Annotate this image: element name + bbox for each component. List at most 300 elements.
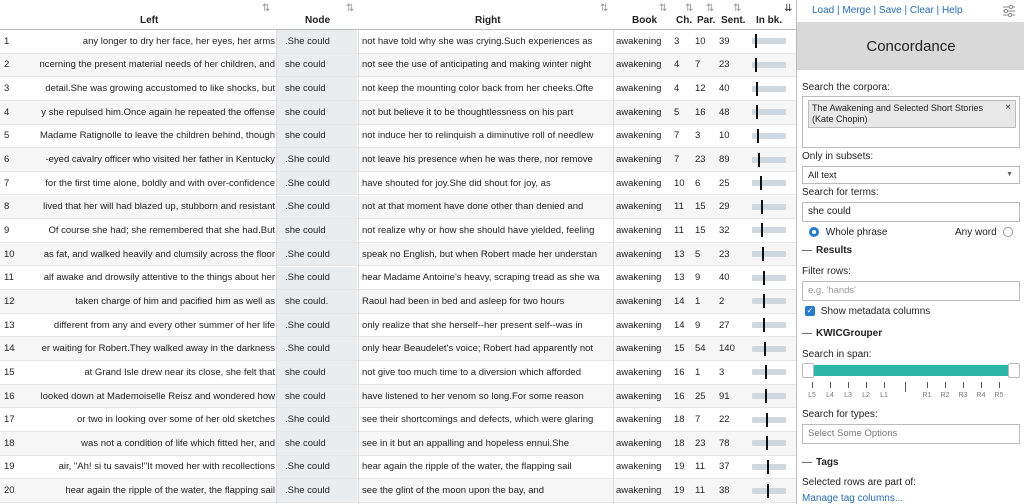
in-book-marker bbox=[756, 82, 758, 96]
left-context: or two in looking over some of her old sketches bbox=[76, 414, 275, 426]
book-cell: awakening bbox=[616, 437, 662, 449]
right-context: have listened to her venom so long.For some reason bbox=[362, 390, 584, 402]
chapter-cell: 16 bbox=[674, 390, 685, 402]
node-cell: .She could bbox=[277, 172, 357, 195]
whole-phrase-label: Whole phrase bbox=[825, 227, 888, 238]
whole-phrase-option[interactable] bbox=[809, 227, 887, 238]
filter-input[interactable]: e.g. 'hands' bbox=[802, 281, 1020, 301]
left-context: different from any and every other summer of her life bbox=[53, 319, 275, 331]
left-context: as fat, and walked heavily and clumsily across the floor bbox=[43, 248, 275, 260]
span-tick-label: L3 bbox=[844, 392, 852, 399]
top-links: Load | Merge | Save | Clear | Help bbox=[812, 5, 963, 16]
header-par[interactable]: Par. bbox=[697, 15, 716, 26]
in-book-cell bbox=[752, 54, 790, 77]
in-book-marker bbox=[766, 413, 768, 427]
left-context: Of course she had; she remembered that she had.But bbox=[48, 224, 275, 236]
book-cell: awakening bbox=[616, 461, 662, 473]
right-context: not leave his presence when he was there, nor remove bbox=[362, 154, 593, 166]
span-tick-label: R5 bbox=[994, 392, 1004, 399]
node-cell: she could bbox=[277, 101, 357, 124]
chapter-cell: 14 bbox=[674, 295, 685, 307]
paragraph-cell: 9 bbox=[695, 272, 701, 284]
span-ticks bbox=[807, 382, 1007, 402]
search-corpora-label: Search the corpora: bbox=[802, 82, 890, 93]
in-book-cell bbox=[752, 361, 790, 384]
table-header bbox=[0, 0, 796, 30]
node-cell: .She could bbox=[277, 267, 357, 290]
sliders-icon[interactable] bbox=[1002, 4, 1016, 18]
results-section[interactable]: — Results bbox=[802, 245, 852, 256]
paragraph-cell: 12 bbox=[695, 83, 706, 95]
paragraph-cell: 23 bbox=[695, 154, 706, 166]
right-context: speak no English, but when Robert made her understan bbox=[362, 248, 598, 260]
slider-handle-left[interactable] bbox=[802, 363, 814, 378]
span-tick bbox=[866, 382, 867, 388]
chevron-down-icon: ▼ bbox=[1006, 171, 1013, 178]
left-context: hear again the ripple of the water, the flapping sail bbox=[65, 485, 275, 497]
table-row[interactable] bbox=[0, 125, 796, 149]
right-context: not realize why or how she should have yielded, feeling bbox=[362, 224, 595, 236]
paragraph-cell: 10 bbox=[695, 35, 706, 47]
left-context: y she repulsed him.Once again he repeated the offense bbox=[41, 106, 275, 118]
in-book-marker bbox=[765, 389, 767, 403]
left-context: was not a condition of life which fitted her, and bbox=[81, 437, 275, 449]
chapter-cell: 7 bbox=[674, 130, 680, 142]
node-cell: .She could bbox=[277, 30, 357, 53]
span-tick bbox=[945, 382, 946, 388]
book-cell: awakening bbox=[616, 319, 662, 331]
row-number: 17 bbox=[4, 414, 15, 426]
right-context: not but believe it to be thoughtlessness on his part bbox=[362, 106, 574, 118]
sentence-cell: 23 bbox=[719, 248, 730, 260]
sort-left-icon[interactable]: ⇅ bbox=[262, 3, 271, 14]
node-cell: .She could bbox=[277, 314, 357, 337]
in-book-cell bbox=[752, 101, 790, 124]
left-context: air, "Ah! si tu savais!"It moved her with recollections bbox=[58, 461, 275, 473]
chapter-cell: 13 bbox=[674, 248, 685, 260]
paragraph-cell: 54 bbox=[695, 343, 706, 355]
chapter-cell: 11 bbox=[674, 224, 684, 236]
chapter-cell: 16 bbox=[674, 366, 685, 378]
in-book-cell bbox=[752, 196, 790, 219]
row-number: 4 bbox=[4, 106, 10, 118]
in-book-marker bbox=[755, 58, 757, 72]
node-cell: .She could bbox=[277, 196, 357, 219]
book-cell: awakening bbox=[616, 35, 662, 47]
table-row[interactable] bbox=[0, 361, 796, 385]
in-book-cell bbox=[752, 408, 790, 431]
selected-rows-label: Selected rows are part of: bbox=[802, 477, 916, 488]
header-inbk[interactable]: In bk. bbox=[756, 15, 783, 26]
types-select[interactable]: Select Some Options bbox=[802, 424, 1020, 444]
save-link[interactable]: Save bbox=[878, 5, 902, 16]
types-label: Search for types: bbox=[802, 409, 878, 420]
span-tick bbox=[999, 382, 1000, 388]
sentence-cell: 39 bbox=[719, 35, 730, 47]
table-row[interactable] bbox=[0, 479, 796, 503]
book-cell: awakening bbox=[616, 414, 662, 426]
node-cell: she could bbox=[277, 385, 357, 408]
chapter-cell: 4 bbox=[674, 59, 680, 71]
chapter-cell: 11 bbox=[674, 201, 684, 213]
node-cell: she could bbox=[277, 432, 357, 455]
right-context: not at that moment have done other than denied and bbox=[362, 201, 584, 213]
sort-ch-icon[interactable]: ⇅ bbox=[685, 3, 694, 14]
kwic-section[interactable]: — KWICGrouper bbox=[802, 328, 882, 339]
in-book-track bbox=[752, 275, 786, 281]
in-book-track bbox=[752, 157, 786, 163]
row-number: 13 bbox=[4, 319, 15, 331]
control-panel bbox=[796, 0, 1024, 504]
node-cell: she could bbox=[277, 361, 357, 384]
header-ch[interactable]: Ch. bbox=[676, 15, 693, 26]
panel-title: Concordance bbox=[797, 22, 1024, 70]
right-context: not induce her to relinquish a diminutive roll of needlew bbox=[362, 130, 594, 142]
slider-handle-right[interactable] bbox=[1008, 363, 1020, 378]
column-divider[interactable] bbox=[358, 30, 359, 504]
in-book-track bbox=[752, 298, 786, 304]
in-book-marker bbox=[762, 247, 764, 261]
in-book-track bbox=[752, 38, 786, 44]
paragraph-cell: 23 bbox=[695, 437, 706, 449]
in-book-track bbox=[752, 346, 786, 352]
node-cell: .She could bbox=[277, 479, 357, 502]
right-context: hear Madame Antoine's heavy, scraping tread as she wa bbox=[362, 272, 600, 284]
in-book-marker bbox=[767, 460, 769, 474]
sentence-cell: 10 bbox=[719, 130, 730, 142]
row-number: 10 bbox=[4, 248, 15, 260]
in-book-marker bbox=[758, 153, 760, 167]
span-tick-label: L4 bbox=[826, 392, 834, 399]
table-row[interactable] bbox=[0, 30, 796, 54]
manage-tags-link[interactable]: Manage tag columns... bbox=[802, 493, 904, 504]
chapter-cell: 14 bbox=[674, 319, 685, 331]
paragraph-cell: 15 bbox=[695, 224, 706, 236]
in-book-cell bbox=[752, 243, 790, 266]
sentence-cell: 37 bbox=[719, 461, 730, 473]
book-cell: awakening bbox=[616, 106, 662, 118]
in-book-marker bbox=[763, 294, 765, 308]
node-cell: .She could bbox=[277, 337, 357, 360]
book-cell: awakening bbox=[616, 485, 662, 497]
load-link[interactable]: Load bbox=[812, 5, 835, 16]
table-row[interactable] bbox=[0, 432, 796, 456]
tags-section[interactable]: — Tags bbox=[802, 457, 839, 468]
in-book-cell bbox=[752, 77, 790, 100]
node-cell: she could bbox=[277, 77, 357, 100]
span-tick-label: L1 bbox=[880, 392, 888, 399]
in-book-marker bbox=[757, 129, 759, 143]
in-book-marker bbox=[761, 223, 763, 237]
span-tick bbox=[981, 382, 982, 388]
span-label: Search in span: bbox=[802, 349, 872, 360]
table-row[interactable] bbox=[0, 267, 796, 291]
header-book[interactable]: Book bbox=[632, 15, 657, 26]
terms-input[interactable]: she could bbox=[802, 202, 1020, 222]
chapter-cell: 15 bbox=[674, 343, 685, 355]
header-sent[interactable]: Sent. bbox=[721, 15, 746, 26]
right-context: have shouted for joy.She did shout for joy, as bbox=[362, 177, 551, 189]
left-context: looked down at Mademoiselle Reisz and wondered how bbox=[40, 390, 275, 402]
span-tick bbox=[830, 382, 831, 388]
right-context: see in it but an appalling and hopeless ennui.She bbox=[362, 437, 570, 449]
column-divider[interactable] bbox=[276, 30, 277, 504]
in-book-cell bbox=[752, 30, 790, 53]
show-metadata-label: Show metadata columns bbox=[820, 306, 931, 317]
sentence-cell: 25 bbox=[719, 177, 730, 189]
terms-label: Search for terms: bbox=[802, 187, 879, 198]
in-book-marker bbox=[763, 318, 765, 332]
span-tick-label: R3 bbox=[958, 392, 968, 399]
table-row[interactable] bbox=[0, 148, 796, 172]
in-book-track bbox=[752, 464, 786, 470]
chapter-cell: 10 bbox=[674, 177, 685, 189]
book-cell: awakening bbox=[616, 177, 662, 189]
in-book-track bbox=[752, 417, 786, 423]
span-tick bbox=[884, 382, 885, 388]
book-cell: awakening bbox=[616, 272, 662, 284]
in-book-track bbox=[752, 393, 786, 399]
sort-node-icon[interactable]: ⇅ bbox=[346, 3, 355, 14]
in-book-marker bbox=[760, 176, 762, 190]
in-book-cell bbox=[752, 219, 790, 242]
corpus-tag bbox=[808, 100, 1016, 128]
right-context: not see the use of anticipating and making winter night bbox=[362, 59, 592, 71]
chapter-cell: 5 bbox=[674, 106, 680, 118]
book-cell: awakening bbox=[616, 59, 662, 71]
sort-par-icon[interactable]: ⇅ bbox=[706, 3, 715, 14]
subsets-dropdown[interactable] bbox=[802, 166, 1020, 184]
row-number: 3 bbox=[4, 83, 10, 95]
paragraph-cell: 25 bbox=[695, 390, 706, 402]
in-book-cell bbox=[752, 125, 790, 148]
paragraph-cell: 3 bbox=[695, 130, 701, 142]
table-row[interactable] bbox=[0, 196, 796, 220]
table-row[interactable] bbox=[0, 219, 796, 243]
sort-book-icon[interactable]: ⇅ bbox=[659, 3, 668, 14]
sentence-cell: 40 bbox=[719, 83, 730, 95]
sentence-cell: 48 bbox=[719, 106, 730, 118]
paragraph-cell: 7 bbox=[695, 59, 701, 71]
in-book-track bbox=[752, 369, 786, 375]
node-cell: .She could bbox=[277, 148, 357, 171]
span-center-tick bbox=[905, 382, 906, 392]
row-number: 15 bbox=[4, 366, 15, 378]
sentence-cell: 91 bbox=[719, 390, 730, 402]
in-book-cell bbox=[752, 314, 790, 337]
chapter-cell: 19 bbox=[674, 461, 685, 473]
paragraph-cell: 11 bbox=[695, 461, 705, 473]
subsets-value: All text bbox=[808, 170, 837, 181]
left-context: Madame Ratignolle to leave the children behind, though bbox=[39, 130, 275, 142]
sort-sent-icon[interactable]: ⇅ bbox=[733, 3, 742, 14]
in-book-track bbox=[752, 227, 786, 233]
sentence-cell: 23 bbox=[719, 59, 730, 71]
left-context: any longer to dry her face, her eyes, her arms bbox=[82, 35, 275, 47]
span-tick-label: R4 bbox=[976, 392, 986, 399]
book-cell: awakening bbox=[616, 390, 662, 402]
table-row[interactable] bbox=[0, 408, 796, 432]
remove-corpus-icon[interactable]: × bbox=[1005, 102, 1011, 113]
book-cell: awakening bbox=[616, 343, 662, 355]
right-context: see their shortcomings and defects, which were glaring bbox=[362, 414, 594, 426]
book-cell: awakening bbox=[616, 130, 662, 142]
paragraph-cell: 6 bbox=[695, 177, 701, 189]
header-right[interactable]: Right bbox=[475, 15, 501, 26]
left-context: taken charge of him and pacified him as well as bbox=[75, 295, 275, 307]
in-book-track bbox=[752, 440, 786, 446]
table-row[interactable] bbox=[0, 337, 796, 361]
table-row[interactable] bbox=[0, 77, 796, 101]
sort-inbk-icon[interactable]: ⇊ bbox=[784, 3, 793, 14]
right-context: see the glint of the moon upon the bay, and bbox=[362, 485, 545, 497]
left-context: er waiting for Robert.They walked away in the darkness bbox=[41, 343, 275, 355]
sentence-cell: 140 bbox=[719, 343, 735, 355]
row-number: 19 bbox=[4, 461, 15, 473]
paragraph-cell: 11 bbox=[695, 485, 705, 497]
any-word-option[interactable] bbox=[955, 227, 1013, 238]
chapter-cell: 4 bbox=[674, 83, 680, 95]
clear-link[interactable]: Clear bbox=[909, 5, 934, 16]
chapter-cell: 19 bbox=[674, 485, 685, 497]
book-cell: awakening bbox=[616, 83, 662, 95]
right-context: hear again the ripple of the water, the flapping sail bbox=[362, 461, 572, 473]
span-tick-label: L2 bbox=[862, 392, 870, 399]
sentence-cell: 27 bbox=[719, 319, 730, 331]
span-tick bbox=[812, 382, 813, 388]
span-tick bbox=[927, 382, 928, 388]
in-book-track bbox=[752, 322, 786, 328]
table-row[interactable] bbox=[0, 54, 796, 78]
in-book-marker bbox=[765, 365, 767, 379]
in-book-marker bbox=[767, 484, 769, 498]
in-book-cell bbox=[752, 172, 790, 195]
slider-range bbox=[808, 365, 1014, 376]
row-number: 5 bbox=[4, 130, 10, 142]
span-tick-label: R1 bbox=[922, 392, 932, 399]
paragraph-cell: 1 bbox=[695, 295, 701, 307]
sentence-cell: 29 bbox=[719, 201, 730, 213]
subsets-label: Only in subsets: bbox=[802, 151, 874, 162]
span-slider[interactable] bbox=[802, 363, 1020, 377]
sort-right-icon[interactable]: ⇅ bbox=[600, 3, 609, 14]
row-number: 6 bbox=[4, 154, 10, 166]
chapter-cell: 3 bbox=[674, 35, 680, 47]
paragraph-cell: 7 bbox=[695, 414, 701, 426]
in-book-marker bbox=[755, 34, 757, 48]
help-link[interactable]: Help bbox=[941, 5, 963, 16]
header-node[interactable]: Node bbox=[305, 15, 330, 26]
node-cell: she could. bbox=[277, 290, 357, 313]
in-book-track bbox=[752, 251, 786, 257]
in-book-marker bbox=[764, 342, 766, 356]
in-book-cell bbox=[752, 479, 790, 502]
paragraph-cell: 9 bbox=[695, 319, 701, 331]
left-context: detail.She was growing accustomed to like shocks, but bbox=[45, 83, 275, 95]
left-context: lived that her will had blazed up, stubborn and resistant bbox=[43, 201, 275, 213]
sentence-cell: 89 bbox=[719, 154, 730, 166]
paragraph-cell: 5 bbox=[695, 248, 701, 260]
chapter-cell: 7 bbox=[674, 154, 680, 166]
in-book-track bbox=[752, 204, 786, 210]
table-row[interactable] bbox=[0, 290, 796, 314]
row-number: 9 bbox=[4, 224, 10, 236]
left-context: ncerning the present material needs of her children, and bbox=[39, 59, 275, 71]
checkbox-checked-icon[interactable]: ✓ bbox=[806, 306, 814, 316]
row-number: 20 bbox=[4, 485, 15, 497]
row-number: 8 bbox=[4, 201, 10, 213]
header-left[interactable]: Left bbox=[140, 15, 159, 26]
left-context: for the first time alone, boldly and with over-confidence bbox=[45, 177, 275, 189]
left-context: at Grand Isle drew near its close, she felt that bbox=[84, 366, 275, 378]
table-row[interactable] bbox=[0, 385, 796, 409]
table-row[interactable] bbox=[0, 172, 796, 196]
chapter-cell: 13 bbox=[674, 272, 685, 284]
table-row[interactable] bbox=[0, 243, 796, 267]
row-number: 12 bbox=[4, 295, 15, 307]
sentence-cell: 40 bbox=[719, 272, 730, 284]
show-metadata-option[interactable] bbox=[805, 306, 930, 317]
in-book-track bbox=[752, 109, 786, 115]
any-word-label: Any word bbox=[955, 227, 997, 238]
sentence-cell: 32 bbox=[719, 224, 730, 236]
book-cell: awakening bbox=[616, 224, 662, 236]
row-number: 11 bbox=[4, 272, 14, 284]
merge-link[interactable]: Merge bbox=[842, 5, 871, 16]
sentence-cell: 22 bbox=[719, 414, 730, 426]
table-row[interactable] bbox=[0, 101, 796, 125]
row-number: 7 bbox=[4, 177, 10, 189]
chapter-cell: 18 bbox=[674, 414, 685, 426]
corpora-select[interactable] bbox=[802, 96, 1020, 148]
in-book-cell bbox=[752, 385, 790, 408]
book-cell: awakening bbox=[616, 154, 662, 166]
right-context: not keep the mounting color back from her cheeks.Ofte bbox=[362, 83, 594, 95]
node-cell: .She could bbox=[277, 408, 357, 431]
paragraph-cell: 1 bbox=[695, 366, 701, 378]
row-number: 18 bbox=[4, 437, 15, 449]
radio-selected-icon[interactable] bbox=[809, 227, 819, 237]
in-book-cell bbox=[752, 432, 790, 455]
book-cell: awakening bbox=[616, 295, 662, 307]
table-row[interactable] bbox=[0, 314, 796, 338]
paragraph-cell: 16 bbox=[695, 106, 706, 118]
in-book-cell bbox=[752, 267, 790, 290]
sentence-cell: 3 bbox=[719, 366, 725, 378]
table-row[interactable] bbox=[0, 456, 796, 480]
column-divider[interactable] bbox=[613, 30, 614, 504]
sentence-cell: 2 bbox=[719, 295, 725, 307]
in-book-cell bbox=[752, 290, 790, 313]
row-number: 16 bbox=[4, 390, 15, 402]
chapter-cell: 18 bbox=[674, 437, 685, 449]
in-book-marker bbox=[756, 105, 758, 119]
node-cell: she could bbox=[277, 219, 357, 242]
in-book-track bbox=[752, 62, 786, 68]
book-cell: awakening bbox=[616, 248, 662, 260]
in-book-track bbox=[752, 86, 786, 92]
node-cell: .She could bbox=[277, 243, 357, 266]
right-context: not give too much time to a diversion which afforded bbox=[362, 366, 581, 378]
row-number: 14 bbox=[4, 343, 15, 355]
row-number: 2 bbox=[4, 59, 10, 71]
right-context: Raoul had been in bed and asleep for two hours bbox=[362, 295, 565, 307]
book-cell: awakening bbox=[616, 366, 662, 378]
radio-unselected-icon[interactable] bbox=[1003, 227, 1013, 237]
right-context: not have told why she was crying.Such experiences as bbox=[362, 35, 593, 47]
paragraph-cell: 15 bbox=[695, 201, 706, 213]
book-cell: awakening bbox=[616, 201, 662, 213]
